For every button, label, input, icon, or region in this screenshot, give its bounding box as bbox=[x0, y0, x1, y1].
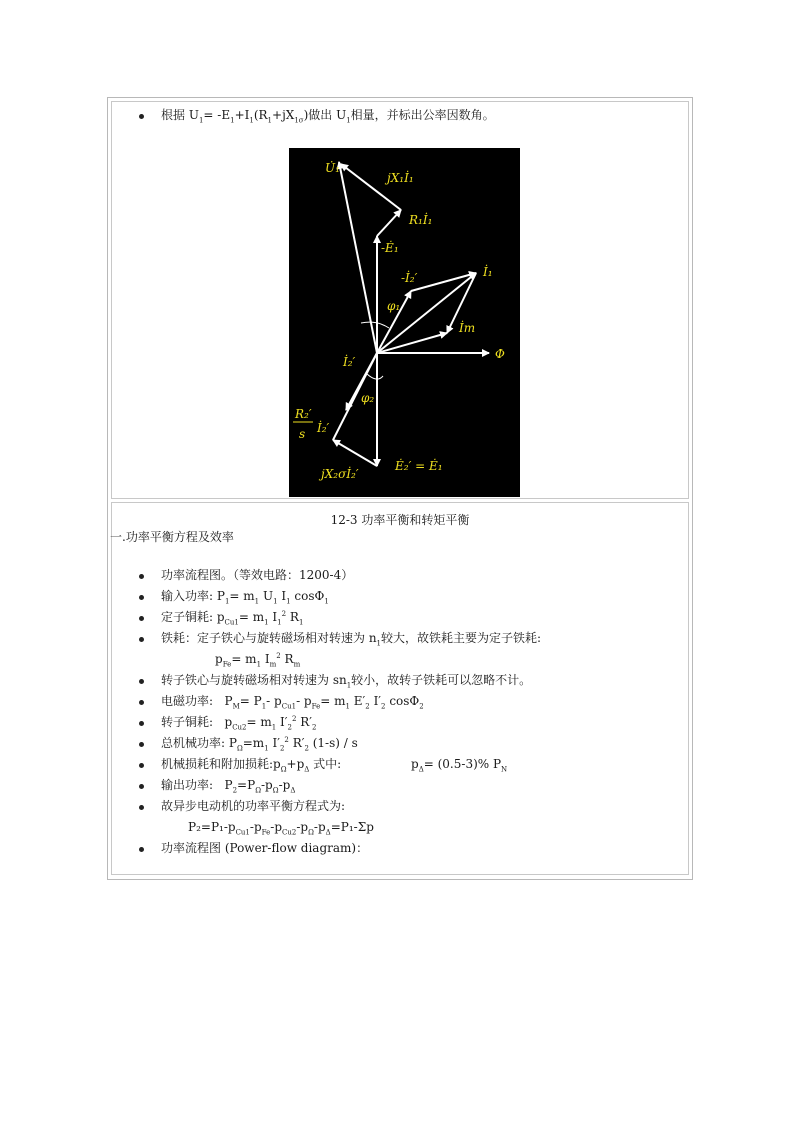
bullet bbox=[139, 721, 144, 726]
bullet bbox=[139, 616, 144, 621]
phi2-arc bbox=[367, 374, 383, 379]
intro-text: 根据 $U_1= -E_1+I_1(R_1+jX_{1\sigma})$做出 $U_1$相量，并标出公率因数角。 bbox=[161, 108, 495, 125]
label-i2p: İ₂′ bbox=[343, 355, 356, 369]
item-balance-equation: 故异步电动机的功率平衡方程式为: bbox=[161, 799, 346, 813]
label-phi1: φ₁ bbox=[387, 299, 401, 313]
additional-loss-formula: $p_\Delta= (0.5-3)\%$ $P_N$ bbox=[411, 757, 508, 774]
label-jx1i1: jX₁İ₁ bbox=[387, 171, 414, 185]
label-im: İm bbox=[459, 321, 476, 335]
bullet bbox=[139, 700, 144, 705]
bullet bbox=[139, 763, 144, 768]
label-neg-e1: -Ė₁ bbox=[381, 241, 399, 255]
item-iron-loss: 铁耗：定子铁心与旋转磁场相对转速为 $n_1$较大，故铁耗主要为定子铁耗: bbox=[161, 631, 542, 648]
item-power-flow: 功率流程图。（等效电路：1200-4） bbox=[161, 568, 354, 582]
i1-vector bbox=[377, 273, 476, 353]
balance-equation-formula: $P_2=P_1-p_{Cu1}-p_{Fe}-p_{Cu2}-p_\Omega-p_\Delta=P_1-\Sigma p$ bbox=[188, 820, 374, 837]
bullet bbox=[139, 742, 144, 747]
label-i1: İ₁ bbox=[483, 265, 493, 279]
label-r1i1: R₁İ₁ bbox=[409, 213, 433, 227]
u1-vector bbox=[339, 162, 377, 353]
bullet bbox=[139, 574, 144, 579]
label-jx2i2: jX₂σİ₂′ bbox=[321, 467, 359, 481]
bullet bbox=[139, 784, 144, 789]
item-electromagnetic-power: 电磁功率: $P_M= P_1-$ $p_{Cu1}-$ $p_{Fe}= m_1$ $E'_2$ $I'_2$ cosΦ$_2$ bbox=[161, 694, 424, 711]
item-mechanical-power: 总机械功率: $P_\Omega=m_1$ $I'_2^2$ $R'_2$ (1-s) / s bbox=[161, 736, 358, 753]
item-input-power: 输入功率: $P_1= m_1$ $U_1$ $I_1$ cosΦ$_1$ bbox=[161, 589, 329, 606]
power-balance-cell bbox=[111, 502, 689, 875]
iron-loss-formula: $p_{Fe}= m_1$ $I_m^2$ $R_m$ bbox=[215, 652, 301, 669]
phasor-cell bbox=[111, 101, 689, 499]
section-subtitle: 一.功率平衡方程及效率 bbox=[110, 530, 234, 544]
im-vector bbox=[377, 333, 447, 353]
bullet bbox=[139, 114, 144, 119]
item-rotor-iron: 转子铁心与旋转磁场相对转速为 $sn_1$较小，故转子铁耗可以忽略不计。 bbox=[161, 673, 532, 690]
label-e2e1: Ė₂′ = Ė₁ bbox=[395, 459, 443, 473]
label-u1: U̇₁ bbox=[325, 161, 340, 175]
r1i1-vector bbox=[377, 210, 401, 236]
label-r2s-den: s bbox=[299, 427, 306, 441]
phasor-diagram bbox=[289, 148, 520, 497]
item-stator-copper: 定子铜耗: $p_{Cu1}= m_1$ $I_1^2$ $R_1$ bbox=[161, 610, 304, 627]
bullet bbox=[139, 679, 144, 684]
bullet bbox=[139, 805, 144, 810]
bullet bbox=[139, 637, 144, 642]
bullet bbox=[139, 595, 144, 600]
bullet bbox=[139, 847, 144, 852]
phasor-diagram-svg bbox=[289, 148, 520, 497]
item-mechanical-losses: 机械损耗和附加损耗$:p_\Omega+p_\Delta$ 式中: bbox=[161, 757, 342, 774]
label-phi: Φ bbox=[495, 347, 505, 361]
item-rotor-copper: 转子铜耗: $p_{Cu2}= m_1$ $I'_2^2$ $R'_2$ bbox=[161, 715, 317, 732]
label-r2s-i: İ₂′ bbox=[317, 421, 330, 435]
label-phi2: φ₂ bbox=[361, 391, 375, 405]
content-table bbox=[107, 97, 693, 880]
section-title: 12-3 功率平衡和转矩平衡 bbox=[330, 513, 470, 527]
label-neg-i2p: -İ₂′ bbox=[401, 271, 418, 285]
item-power-flow-diagram: 功率流程图 (Power-flow diagram)： bbox=[161, 841, 369, 855]
label-r2s-num: R₂′ bbox=[295, 407, 312, 421]
item-output-power: 输出功率: $P_2=P_\Omega-p_\Omega-p_\Delta$ bbox=[161, 778, 296, 795]
phi1-arc bbox=[361, 322, 389, 328]
jx2i2-vector bbox=[333, 440, 377, 466]
